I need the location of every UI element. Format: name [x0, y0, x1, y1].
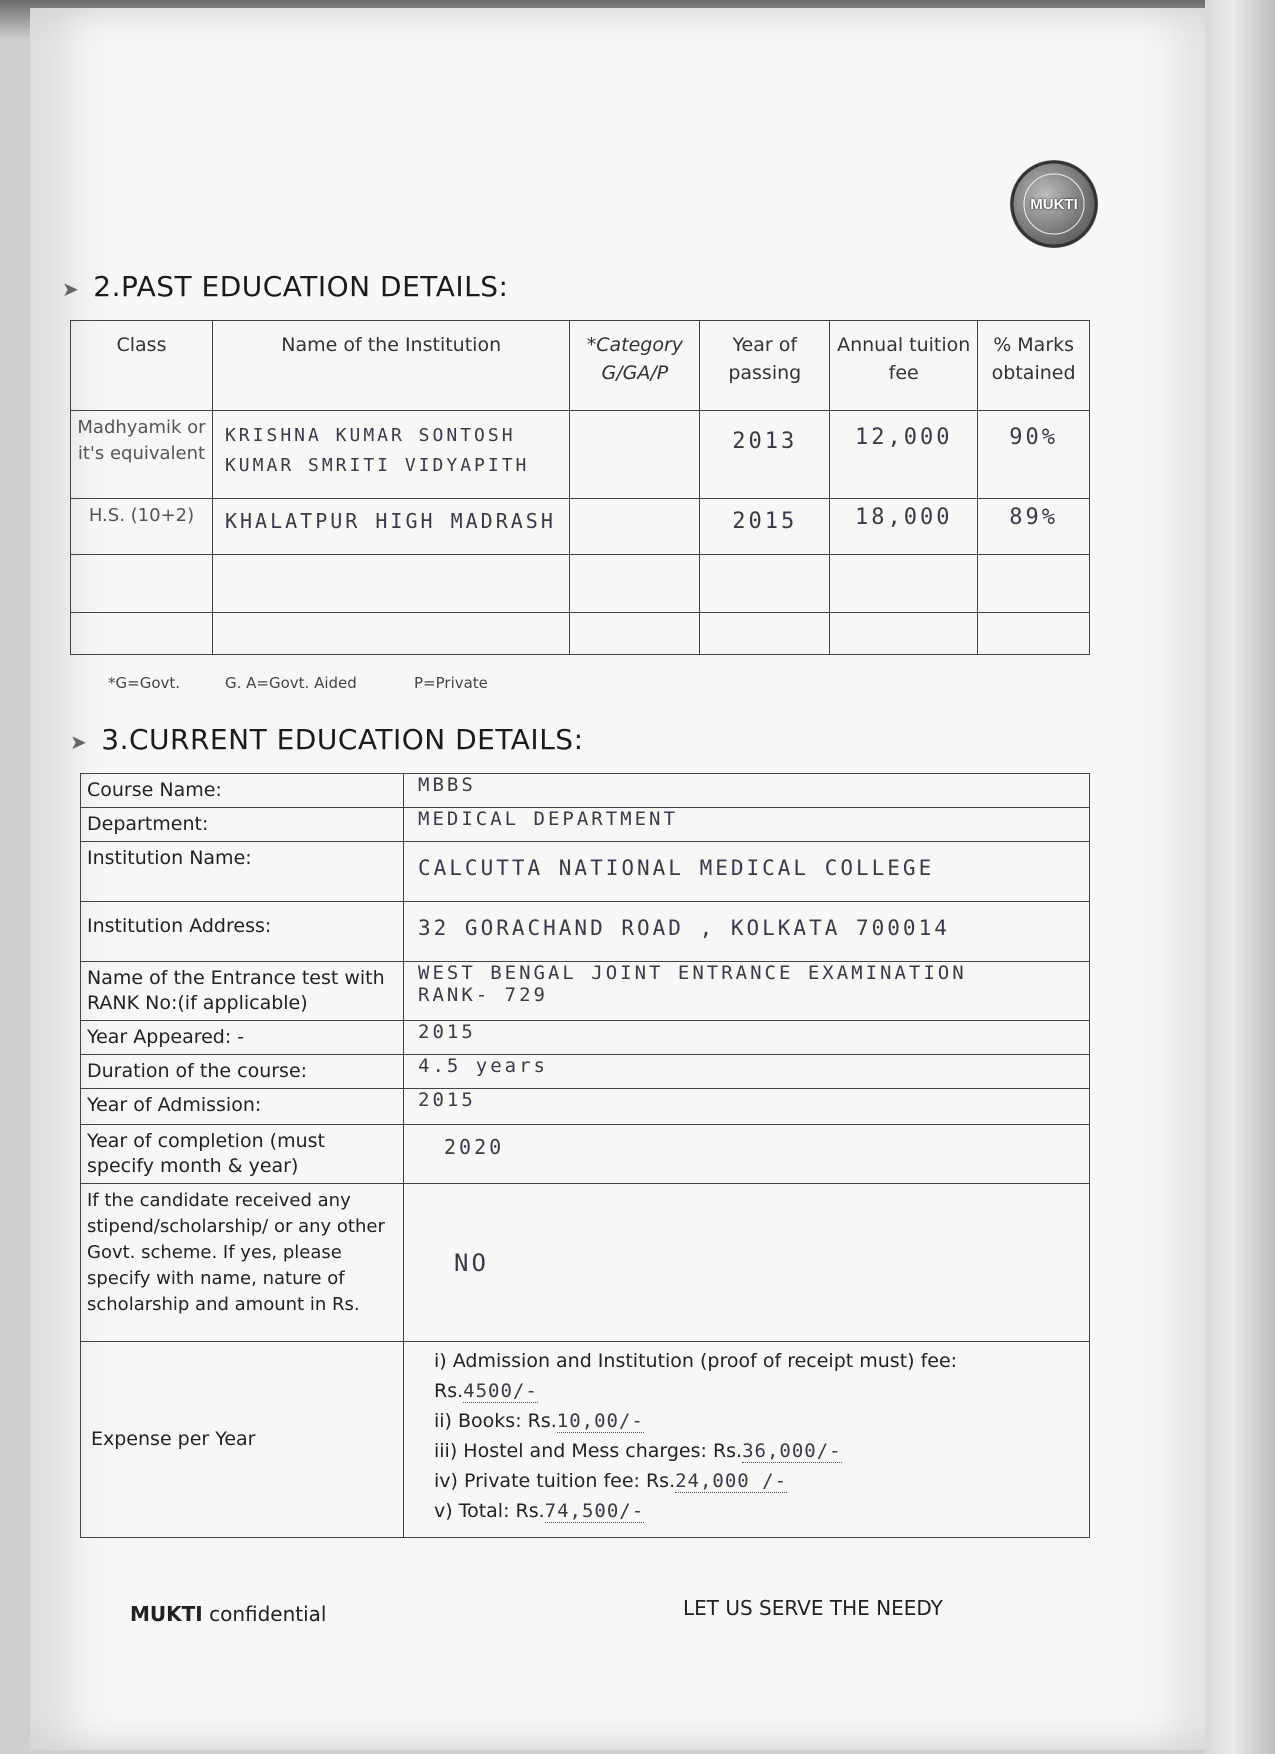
- entrance-value: WEST BENGAL JOINT ENTRANCE EXAMINATION: [418, 962, 967, 984]
- institution-value: CALCUTTA NATIONAL MEDICAL COLLEGE: [404, 842, 1090, 902]
- expense-tuition-label: iv) Private tuition fee: Rs.: [434, 1470, 676, 1492]
- admission-label: Year of Admission:: [81, 1089, 404, 1125]
- table-row-empty: [71, 555, 1090, 613]
- entrance-cell: [404, 962, 1090, 1021]
- legend-aided: G. A=Govt. Aided: [225, 674, 357, 692]
- footer-confidential: confidential: [202, 1602, 327, 1626]
- footer-brand: MUKTI: [130, 1602, 203, 1626]
- marks-cell: 89%: [978, 499, 1090, 555]
- institution-cell: KHALATPUR HIGH MADRASH: [212, 499, 569, 555]
- section-3-title: [70, 723, 584, 756]
- footer-left: [130, 1602, 326, 1626]
- address-value: 32 GORACHAND ROAD , KOLKATA 700014: [404, 902, 1090, 962]
- col-header: Name of the Institution: [212, 321, 569, 411]
- expense-hostel-value: 36,000/-: [742, 1440, 842, 1462]
- legend-govt: *G=Govt.: [108, 674, 181, 692]
- page-edge: [1205, 0, 1275, 1754]
- completion-label: Year of completion (must specify month & year): [81, 1125, 404, 1184]
- bullet-arrow-icon: ➤: [70, 730, 88, 754]
- col-header: Class: [71, 321, 213, 411]
- footer-right: LET US SERVE THE NEEDY: [683, 1596, 943, 1620]
- course-label: Course Name:: [81, 774, 404, 808]
- table-row-empty: [71, 613, 1090, 655]
- expense-books-value: 10,00/-: [556, 1410, 644, 1432]
- expense-books-label: ii) Books: Rs.: [434, 1410, 557, 1432]
- year-cell: 2015: [700, 499, 830, 555]
- institution-cell: KRISHNA KUMAR SONTOSH KUMAR SMRITI VIDYAPITH: [212, 411, 569, 499]
- duration-label: Duration of the course:: [81, 1055, 404, 1089]
- duration-value: 4.5 years: [404, 1055, 1090, 1089]
- fee-cell: 12,000: [830, 411, 978, 499]
- table-header-row: [71, 321, 1090, 411]
- completion-value: 2020: [404, 1125, 1090, 1184]
- table-row: [71, 411, 1090, 499]
- admission-value: 2015: [404, 1089, 1090, 1125]
- expense-admission-value: 4500/-: [463, 1380, 538, 1402]
- entrance-label: Name of the Entrance test with RANK No:(if applicable): [81, 962, 404, 1021]
- year-appeared-value: 2015: [404, 1021, 1090, 1055]
- department-value: MEDICAL DEPARTMENT: [404, 808, 1090, 842]
- col-header: Year of passing: [700, 321, 830, 411]
- fee-cell: 18,000: [830, 499, 978, 555]
- mukti-logo: [1010, 160, 1098, 248]
- stipend-label: If the candidate received any stipend/scholarship/ or any other Govt. scheme. If yes, please specify with name, nature of scholarship and amount in Rs.: [81, 1184, 404, 1342]
- class-cell: Madhyamik or it's equivalent: [71, 411, 213, 499]
- year-appeared-label: Year Appeared: -: [81, 1021, 404, 1055]
- expense-label: Expense per Year: [81, 1342, 404, 1538]
- logo-text: MUKTI: [1030, 195, 1078, 213]
- expense-tuition-value: 24,000 /-: [675, 1470, 788, 1492]
- expense-total-value: 74,500/-: [544, 1500, 645, 1522]
- class-cell: H.S. (10+2): [71, 499, 213, 555]
- category-cell: [570, 499, 700, 555]
- section-2-title-text: 2.PAST EDUCATION DETAILS:: [93, 270, 509, 303]
- department-label: Department:: [81, 808, 404, 842]
- address-label: Institution Address:: [81, 902, 404, 962]
- year-cell: 2013: [700, 411, 830, 499]
- col-header: % Marks obtained: [978, 321, 1090, 411]
- expense-hostel-label: iii) Hostel and Mess charges: Rs.: [434, 1440, 743, 1462]
- table-row: [71, 499, 1090, 555]
- expense-admission-label: i) Admission and Institution (proof of receipt must) fee:: [434, 1350, 958, 1372]
- course-value: MBBS: [404, 774, 1090, 808]
- expense-admission-rs: Rs.: [434, 1380, 464, 1402]
- current-education-table: [80, 773, 1090, 1538]
- category-cell: [570, 411, 700, 499]
- expense-total-label: v) Total: Rs.: [434, 1500, 545, 1522]
- expense-details: [404, 1342, 1090, 1538]
- bullet-arrow-icon: ➤: [62, 277, 80, 301]
- legend-private: P=Private: [414, 674, 488, 692]
- section-3-title-text: 3.CURRENT EDUCATION DETAILS:: [101, 723, 584, 756]
- section-2-title: [62, 270, 508, 303]
- institution-label: Institution Name:: [81, 842, 404, 902]
- marks-cell: 90%: [978, 411, 1090, 499]
- rank-value: RANK- 729: [418, 984, 548, 1006]
- col-header: Annual tuition fee: [830, 321, 978, 411]
- past-education-table: [70, 320, 1090, 655]
- col-header: *Category G/GA/P: [570, 321, 700, 411]
- stipend-value: NO: [404, 1184, 1090, 1342]
